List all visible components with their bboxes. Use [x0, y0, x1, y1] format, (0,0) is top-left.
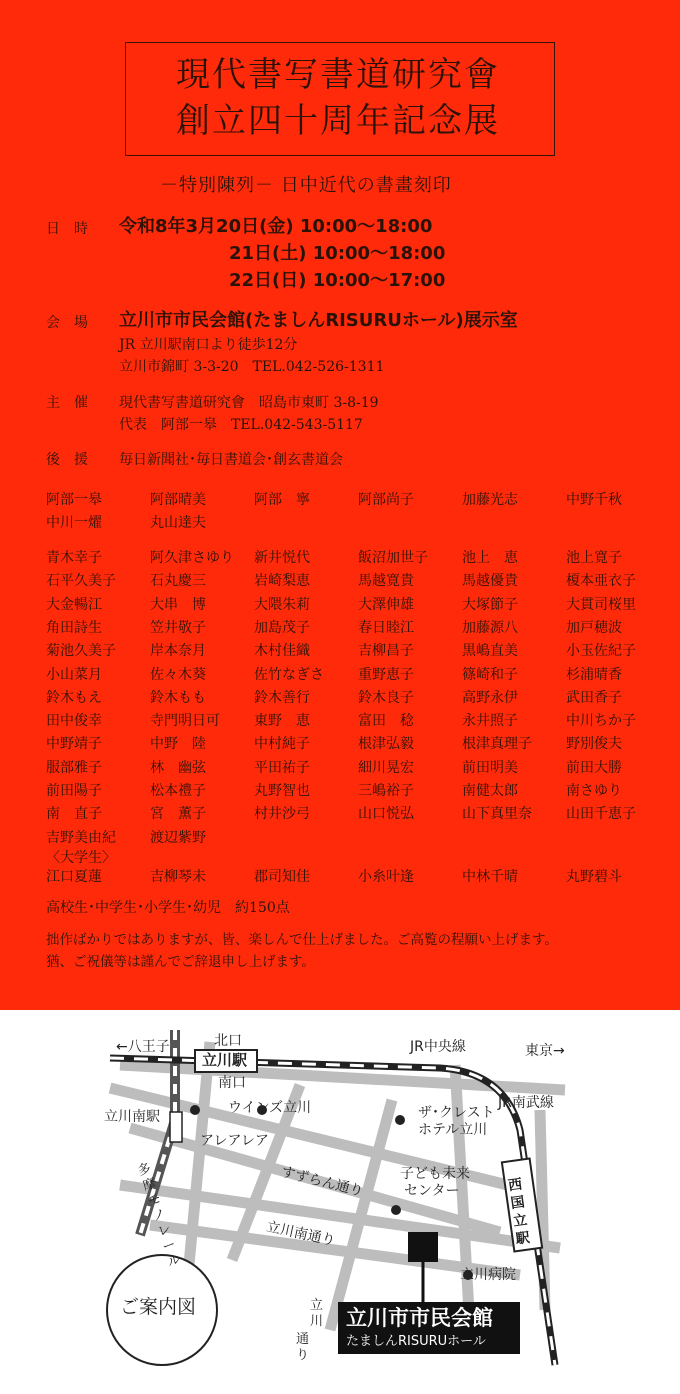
youth-count: 高校生･中学生･小学生･幼児 約150点 [46, 900, 290, 916]
member-name: 渡辺紫野 [150, 829, 206, 846]
organizer-line-1: 現代書写書道研究會 昭島市東町 3-8-19 [119, 395, 379, 411]
member-name: 前田明美 [462, 759, 518, 776]
message-line-2: 猶、ご祝儀等は謹んでご辞退申し上げます。 [46, 954, 315, 970]
member-name: 小山菜月 [46, 666, 102, 683]
member-name: 阿久津さゆり [150, 550, 234, 566]
member-name: 富田 稔 [358, 713, 414, 730]
member-name: 黒嶋直美 [462, 643, 518, 660]
member-name: 武田香子 [566, 689, 622, 706]
member-name: 南 直子 [46, 806, 102, 823]
member-name: 馬越優貴 [462, 573, 518, 590]
member-name: 中村純子 [254, 736, 310, 753]
road-west [188, 1042, 210, 1275]
organizer-label: 主催 [46, 395, 102, 411]
member-name: 大貫司桜里 [566, 596, 636, 613]
label-winds: ウインズ立川 [228, 1100, 312, 1116]
member-name: 永井照子 [462, 713, 518, 730]
member-name: 鈴木もえ [46, 689, 102, 706]
member-name: 大串 博 [150, 596, 206, 613]
label-guide: ご案内図 [120, 1296, 197, 1318]
message-line-1: 拙作ばかりではありますが、皆、楽しんで仕上げました。ご高覧の程願い上げます。 [46, 932, 558, 948]
member-name: 細川晃宏 [358, 759, 414, 776]
venue-name: 立川市市民会館(たましんRISURUホール)展示室 [119, 310, 518, 331]
access-map [0, 1010, 680, 1394]
member-name: 池上寛子 [566, 550, 622, 566]
member-name: 山田千恵子 [566, 806, 636, 823]
tachikawa-minami-box [170, 1112, 182, 1142]
member-name: 岸本奈月 [150, 643, 206, 660]
label-jr-chuo: JR中央線 [410, 1039, 466, 1055]
subtitle: －特別陳列－ 日中近代の書畫刻印 [160, 175, 452, 196]
member-name: 篠崎和子 [462, 666, 518, 683]
member-name: 根津弘毅 [358, 736, 414, 753]
member-name: 小玉佐紀子 [566, 643, 636, 660]
label-tokyo: 東京→ [525, 1043, 565, 1059]
support-label: 後援 [46, 452, 102, 468]
label-jr-nambu: JR南武線 [498, 1095, 554, 1111]
member-name: 根津真理子 [462, 736, 532, 753]
label-hospital: 立川病院 [460, 1267, 516, 1283]
student-name: 江口夏蓮 [46, 869, 102, 885]
venue-access: JR 立川駅南口より徒歩12分 [119, 337, 298, 353]
label-crest: ザ･クレスト [418, 1105, 495, 1121]
member-name: 鈴木良子 [358, 689, 414, 706]
member-name: 新井悦代 [254, 550, 310, 566]
member-name: 加戸穂波 [566, 619, 622, 636]
member-name: 佐竹なぎさ [254, 666, 324, 683]
member-name: 大澤伸雄 [358, 596, 414, 613]
member-name: 村井沙弓 [254, 806, 310, 823]
label-venue-name: 立川市市民会館 [346, 1306, 493, 1330]
member-name: 青木幸子 [46, 550, 102, 566]
member-name: 三嶋裕子 [358, 783, 414, 799]
member-name: 石平久美子 [46, 573, 116, 590]
member-name: 木村佳織 [254, 643, 310, 660]
schedule-day-1: 令和8年3月20日(金) 10:00～18:00 [119, 216, 433, 237]
member-name: 山口悦弘 [358, 806, 414, 823]
title-line-2: 創立四十周年記念展 [176, 101, 500, 141]
member-name: 池上 恵 [462, 550, 518, 566]
member-name: 加藤源八 [462, 619, 518, 636]
member-name: 南健太郎 [462, 783, 518, 799]
member-name: 前田陽子 [46, 783, 102, 799]
member-name: 宮 薫子 [150, 806, 206, 823]
member-name: 前田大勝 [566, 759, 622, 776]
member-name: 大金暢江 [46, 596, 102, 613]
arearea-dot [190, 1105, 200, 1115]
label-street-2: 通り [296, 1332, 310, 1363]
label-arearea: アレアレア [200, 1133, 269, 1149]
crest-dot [395, 1115, 405, 1125]
officer-name: 加藤光志 [462, 492, 518, 508]
member-name: 重野恵子 [358, 666, 414, 683]
member-name: 高野永伊 [462, 689, 518, 706]
officer-name: 中野千秋 [566, 492, 622, 508]
label-street-1: 立川 [310, 1298, 324, 1329]
label-minamiguchi: 南口 [218, 1075, 246, 1091]
member-name: 吉野美由紀 [46, 829, 116, 846]
title-line-1: 現代書写書道研究會 [176, 55, 500, 95]
schedule-day-2: 21日(土) 10:00～18:00 [229, 243, 446, 264]
member-name: 南さゆり [566, 783, 622, 799]
member-name: 田中俊幸 [46, 713, 102, 730]
member-name: 中川ちか子 [566, 713, 636, 730]
students-label: 〈大学生〉 [46, 850, 116, 866]
map-drawing [0, 1010, 680, 1394]
organizer-line-2: 代表 阿部一皋 TEL.042-543-5117 [119, 417, 363, 433]
kodomo-dot [391, 1205, 401, 1215]
venue-label: 会場 [46, 315, 102, 331]
student-name: 郡司知佳 [254, 869, 310, 885]
member-name: 寺門明日可 [150, 713, 220, 730]
member-name: 春日睦江 [358, 619, 414, 636]
member-name: 岩崎梨恵 [254, 573, 310, 590]
member-name: 服部雅子 [46, 759, 102, 776]
student-name: 小糸叶逢 [358, 869, 414, 885]
officer-name: 丸山達夫 [150, 515, 206, 531]
member-name: 鈴木善行 [254, 689, 310, 706]
member-name: 加島茂子 [254, 619, 310, 636]
member-name: 飯沼加世子 [358, 550, 428, 566]
label-tachikawa-minami: 立川南駅 [104, 1109, 160, 1125]
label-hachioji: ←八王子 [116, 1039, 170, 1055]
member-name: 吉柳昌子 [358, 643, 414, 660]
member-name: 中野 陸 [150, 736, 206, 753]
member-name: 野別俊夫 [566, 736, 622, 753]
member-name: 大塚節子 [462, 596, 518, 613]
student-name: 丸野碧斗 [566, 869, 622, 885]
member-name: 榎本亜衣子 [566, 573, 636, 590]
member-name: 丸野智也 [254, 783, 310, 799]
member-name: 石丸慶三 [150, 573, 206, 590]
officer-name: 阿部 寧 [254, 492, 310, 508]
label-kodomo-1: 子ども未来 [400, 1166, 470, 1182]
student-name: 中林千晴 [462, 869, 518, 885]
label-venue-sub: たましんRISURUホール [346, 1334, 486, 1349]
schedule-day-3: 22日(日) 10:00～17:00 [229, 270, 446, 291]
member-name: 林 幽弦 [150, 759, 206, 776]
officer-name: 阿部尚子 [358, 492, 414, 508]
member-name: 鈴木もも [150, 689, 206, 706]
member-name: 菊池久美子 [46, 643, 116, 660]
member-name: 馬越寛貴 [358, 573, 414, 590]
support-text: 毎日新聞社･毎日書道会･創玄書道会 [119, 452, 343, 468]
member-name: 佐々木葵 [150, 666, 206, 683]
officer-name: 阿部晴美 [150, 492, 206, 508]
label-tachikawa-station: 立川駅 [202, 1051, 248, 1069]
member-name: 中野靖子 [46, 736, 102, 753]
student-name: 吉柳琴未 [150, 869, 206, 885]
officer-name: 中川一燿 [46, 515, 102, 531]
label-kitaguchi: 北口 [214, 1033, 242, 1049]
label-kodomo-2: センター [404, 1183, 460, 1199]
member-name: 角田詩生 [46, 619, 102, 636]
label-suzuran: すずらん通り [279, 1164, 365, 1200]
member-name: 山下真里奈 [462, 806, 532, 823]
member-name: 平田祐子 [254, 759, 310, 776]
member-name: 大隈朱莉 [254, 596, 310, 613]
officer-name: 阿部一皋 [46, 492, 102, 508]
venue-marker [408, 1232, 438, 1262]
label-hotel: ホテル立川 [418, 1122, 488, 1138]
venue-address: 立川市錦町 3-3-20 TEL.042-526-1311 [119, 359, 385, 375]
member-name: 東野 恵 [254, 713, 310, 730]
member-name: 笠井敬子 [150, 619, 206, 636]
label-tama-monorail: 多摩モノレール [136, 1160, 183, 1271]
schedule-label: 日時 [46, 221, 102, 237]
label-minami-dori: 立川南通り [264, 1219, 337, 1250]
member-name: 松本禮子 [150, 783, 206, 799]
label-nishikunitachi: 西国立駅 [507, 1176, 531, 1248]
member-name: 杉浦晴香 [566, 666, 622, 683]
